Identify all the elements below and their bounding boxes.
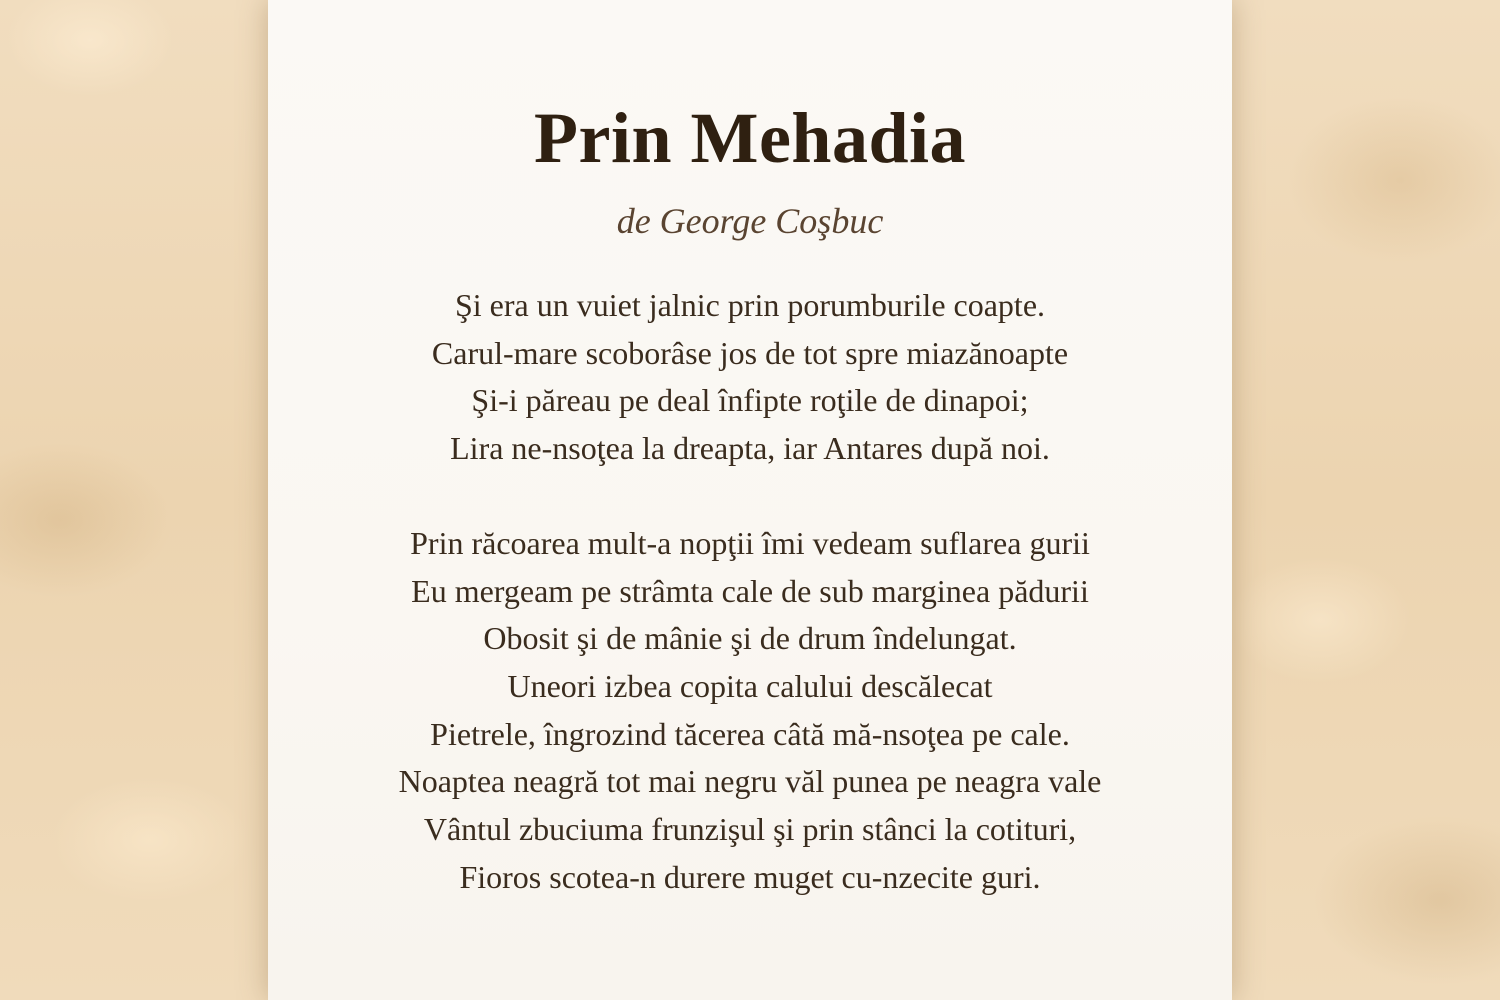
verse-line: Prin răcoarea mult-a nopţii îmi vedeam suflarea gurii [410,524,1090,561]
poem-body [268,282,1232,948]
poem-page [268,0,1232,1000]
stanza-1 [268,282,1232,473]
verse-line: Şi era un vuiet jalnic prin porumburile coapte. [454,287,1046,323]
verse-line: Obosit şi de mânie şi de drum îndelungat. [483,620,1017,657]
verse-line: Pietrele, îngrozind tăcerea câtă mă-nsoţea pe cale. [430,715,1070,752]
verse-line: Carul-mare scoborâse jos de tot spre miazănoapte [431,334,1069,371]
verse-line: Fioros scotea-n durere muget cu-nzecite guri. [459,858,1041,895]
verse-line: Eu mergeam pe strâmta cale de sub marginea pădurii [411,572,1089,609]
verse-line: Noaptea neagră tot mai negru văl punea pe neagra vale [398,763,1102,800]
poem-title: Prin Mehadia [534,98,966,178]
verse-line: Lira ne-nsoţea la dreapta, iar Antares după noi. [450,430,1050,467]
verse-line: Şi-i păreau pe deal înfipte roţile de dinapoi; [471,382,1029,419]
poem-author: de George Coşbuc [616,201,884,241]
stanza-2 [268,520,1232,902]
verse-line: Vântul zbuciuma frunzişul şi prin stânci la cotituri, [423,811,1077,848]
verse-line: Uneori izbea copita calului descălecat [507,667,993,704]
